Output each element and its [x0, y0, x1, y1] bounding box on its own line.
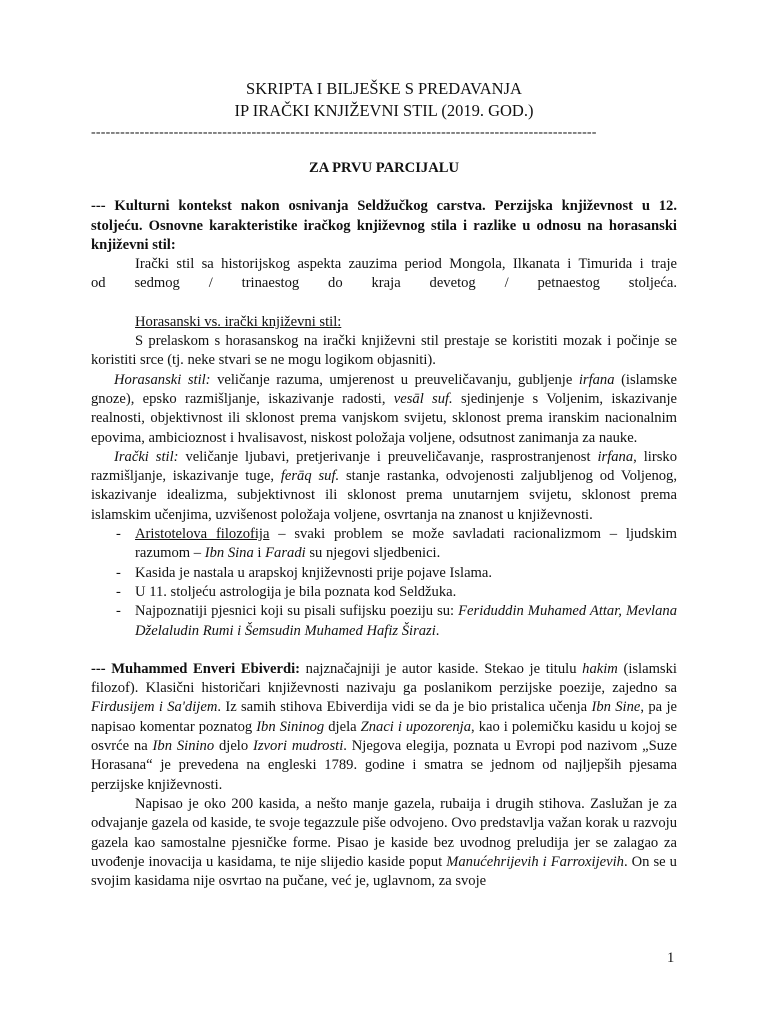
topic1-intro-line2: od sedmog / trinaestog do kraja devetog / petnaestog stoljeća.	[91, 275, 677, 292]
facts-list	[91, 525, 677, 641]
ebiverdi-paragraph-1: --- Muhammed Enveri Ebiverdi: najznačajniji je autor kaside. Stekao je titulu hakim (islamski filozof). Klasični historičari književnosti nazivaju ga poslanikom perzijske poezije, zajedno sa Firdusijem i Sa'dijem. Iz samih stihova Ebiverdija vidi se da je bio pristalica učenja Ibn Sine, pa je napisao komentar poznatog Ibn Sininog djela Znaci i upozorenja, kao i polemičku kasidu u kojoj se osvrće na Ibn Sinino djelo Izvori mudrosti. Njegova elegija, poznata u Evropi pod nazivom „Suze Horasana“ je prevedena na engleski 1789. godine i smatra se jednom od najljepših pjesama perzijske književnosti.	[91, 660, 678, 793]
list-item: - Kasida je nastala u arapskoj književnosti prije pojave Islama.	[91, 564, 677, 583]
aristotle-link: Aristotelova filozofija	[135, 526, 270, 543]
dashed-separator: --------------------------------------------------------------------------------------------------------	[91, 126, 597, 140]
subheading-comparison: Horasanski vs. irački književni stil:	[135, 313, 342, 330]
topic1-intro-line1: Irački stil sa historijskog aspekta zauzima period Mongola, Ilkanata i Timurida i traje	[135, 256, 677, 273]
page-number: 1	[667, 950, 675, 966]
horasanski-label: Horasanski stil:	[114, 371, 211, 388]
title-line-1: SKRIPTA I BILJEŠKE S PREDAVANJA	[246, 79, 522, 98]
horasanski-paragraph: Horasanski stil: veličanje razuma, umjerenost u preuveličavanju, gubljenje irfana (islamske gnoze), epsko razmišljanje, iskazivanje radosti, vesāl suf. sjedinjenje s Voljenim, iskazivanje realnosti, objektivnost ili sklonost prema vanjskom svijetu, sklonost prema iranskim nacionalnim epovima, ambicioznost i hvalisavost, niskost položaja voljene, odsutnost zanimanja za nauke.	[91, 371, 677, 446]
list-item: - Aristotelova filozofija – svaki problem se može savladati racionalizmom – ljudskim razumom – Ibn Sina i Faradi su njegovi sljedbenici.	[91, 525, 677, 564]
transition-paragraph: S prelaskom s horasanskog na irački književni stil prestaje se koristiti mozak i počinje se koristiti srce (tj. neke stvari se ne mogu logikom objasniti).	[91, 333, 677, 369]
section-heading: ZA PRVU PARCIJALU	[308, 160, 460, 176]
ebiverdi-paragraph-2: Napisao je oko 200 kasida, a nešto manje gazela, rubaija i drugih stihova. Zaslužan je za odvajanje gazela od kaside, te svoje tegazzule piše odvojeno. Ovo predstavlja važan korak u razvoju gazela kao samostalne pjesničke forme. Pisao je kaside bez uvodnog preludija jer se zalagao za uvođenje inovacija u kasidama, te nije slijedio kaside poput Manućehrijevih i Farroxijevih. On se u svojim kasidama nije osvrtao na pučane, već je, uglavnom, za svoje	[91, 795, 677, 890]
title-line-2: IP IRAČKI KNJIŽEVNI STIL (2019. GOD.)	[234, 101, 534, 120]
topic1-heading: --- Kulturni kontekst nakon osnivanja Seldžučkog carstva. Perzijska književnost u 12. stoljeću. Osnovne karakteristike iračkog književnog stila i razlike u odnosu na horasanski književni stil:	[91, 198, 677, 253]
iracki-paragraph: Irački stil: veličanje ljubavi, pretjerivanje i preuveličavanje, rasprostranjenost irfana, lirsko razmišljanje, iskazivanje tuge, ferāq suf. stanje rastanka, odvojenosti zaljubljenog od Voljenog, iskazivanje idealizma, subjektivnost ili sklonost prema unutarnjem svijetu, sklonost prema islamskim učenjima, uzvišenost položaja voljene, osvrtanja na znanost u književnosti.	[91, 448, 678, 523]
document-title	[91, 78, 677, 122]
list-item: - Najpoznatiji pjesnici koji su pisali sufijsku poeziju su: Feriduddin Muhamed Attar, Mevlana Dželaludin Rumi i Šemsudin Muhamed Hafiz Širazi.	[91, 602, 677, 641]
iracki-label: Irački stil:	[114, 448, 179, 465]
list-item: - U 11. stoljeću astrologija je bila poznata kod Seldžuka.	[91, 583, 677, 602]
topic2-heading: --- Muhammed Enveri Ebiverdi:	[91, 660, 301, 677]
document-page	[91, 78, 677, 891]
